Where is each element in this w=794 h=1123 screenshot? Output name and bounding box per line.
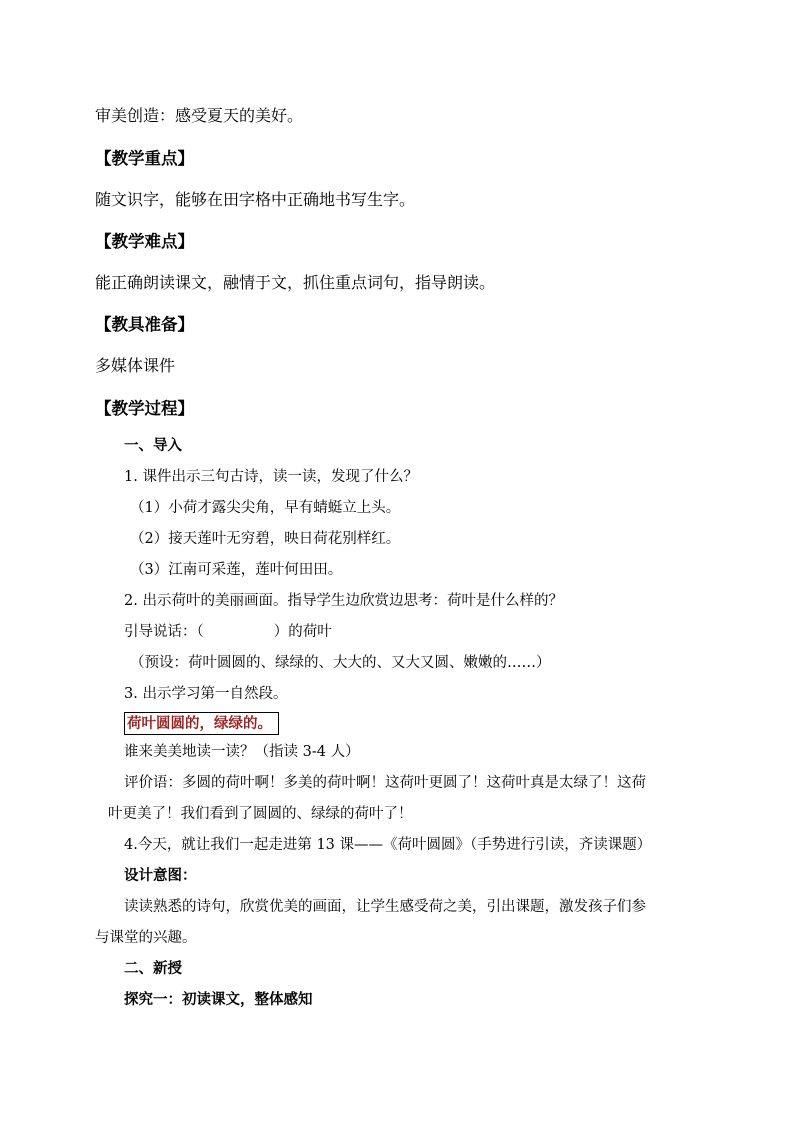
step-4: 4.今天，就让我们一起走进第 13 课——《荷叶圆圆》（手势进行引读，齐读课题）	[124, 837, 652, 853]
guide-suffix: ）的荷叶	[273, 624, 332, 640]
heading-teaching-difficulty: 【教学难点】	[95, 232, 194, 251]
poem-line-3: （3）江南可采莲，莲叶何田田。	[130, 562, 343, 578]
poem-line-2: （2）接天莲叶无穷碧，映日荷花别样红。	[130, 531, 401, 547]
aesthetic-goal: 审美创造：感受夏天的美好。	[95, 106, 304, 125]
preset-answers: （预设：荷叶圆圆的、绿绿的、大大的、又大又圆、嫩嫩的……）	[130, 655, 551, 671]
explore-1-title: 探究一：初读课文，整体感知	[124, 991, 313, 1008]
step-2: 2. 出示荷叶的美丽画面。指导学生边欣赏边思考：荷叶是什么样的？	[124, 593, 563, 609]
design-intent-title: 设计意图：	[124, 867, 197, 884]
heading-teaching-process: 【教学过程】	[95, 399, 194, 418]
step-1: 1. 课件出示三句古诗，读一读，发现了什么？	[124, 469, 418, 485]
boxed-text-content: 荷叶圆圆的，绿绿的。	[127, 715, 272, 732]
teaching-difficulty-text: 能正确朗读课文，融情于文，抓住重点词句，指导朗读。	[95, 273, 496, 292]
boxed-text	[124, 712, 279, 735]
design-intent-line-1: 读读熟悉的诗句，欣赏优美的画面，让学生感受荷之美，引出课题，激发孩子们参	[124, 899, 646, 915]
read-prompt: 谁来美美地读一读？（指读 3-4 人）	[124, 744, 360, 760]
teaching-focus-text: 随文识字，能够在田字格中正确地书写生字。	[95, 190, 416, 209]
guide-sentence	[124, 623, 332, 642]
heading-teaching-focus: 【教学重点】	[95, 149, 194, 168]
guide-prefix: 引导说话：（	[124, 624, 204, 640]
evaluation-line-2: 叶更美了！我们看到了圆圆的、绿绿的荷叶了！	[108, 806, 413, 822]
design-intent-line-2: 与课堂的兴趣。	[95, 930, 197, 946]
poem-line-1: （1）小荷才露尖尖角，早有蜻蜓立上头。	[130, 500, 401, 516]
step-3: 3. 出示学习第一自然段。	[124, 686, 288, 702]
section-new-lesson-title: 二、新授	[124, 960, 182, 977]
heading-teaching-tools: 【教具准备】	[95, 315, 194, 334]
section-intro-title: 一、导入	[124, 437, 182, 454]
evaluation-line-1: 评价语：多圆的荷叶啊！多美的荷叶啊！这荷叶更圆了！这荷叶真是太绿了！这荷	[124, 775, 646, 791]
teaching-tools-text: 多媒体课件	[95, 356, 176, 375]
